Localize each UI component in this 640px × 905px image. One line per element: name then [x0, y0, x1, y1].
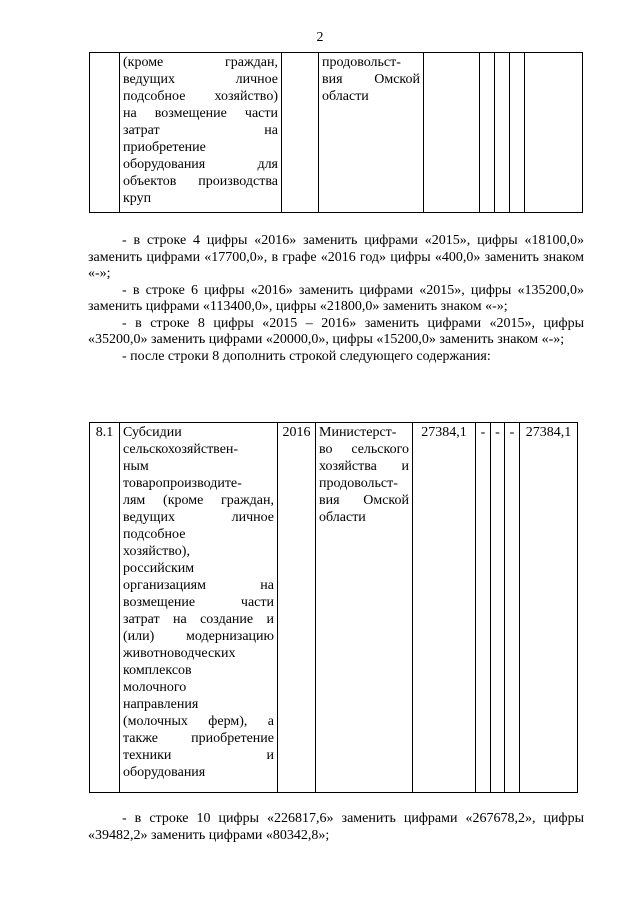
cell-line: области [319, 510, 366, 525]
amendment-paragraph: - в строке 4 цифры «2016» заменить цифрами «2015», цифры «18100,0» заменить цифрами «17700,0», в графе «2016 год» цифры «400,0» заменить знаком «-»; [88, 233, 584, 281]
cell-line: лям (кроме граждан, [123, 493, 274, 508]
cell-line: молочного [123, 680, 187, 695]
cell-line: подсобное хозяйство) [123, 89, 278, 104]
row-number: 8.1 [90, 423, 120, 793]
table-row-8-1 [89, 422, 578, 793]
cell-line: вия Омской [319, 493, 409, 508]
cell-line: ным [123, 459, 149, 474]
cell-line: области [322, 89, 369, 104]
cell-line: также приобретение [123, 731, 274, 746]
amendment-paragraph: - в строке 10 цифры «226817,6» заменить цифрами «267678,2», цифры «39482,2» заменить цифрами «80342,8»; [88, 811, 584, 843]
cell-line: (или) модернизацию [123, 629, 274, 644]
top-cell-d3 [510, 53, 525, 213]
cell-line: оборудования для [123, 157, 278, 172]
top-cell-d2 [495, 53, 510, 213]
cell-line: продовольст- [319, 476, 398, 491]
table-top-fragment [89, 52, 583, 213]
cell-line: техники и [123, 748, 274, 763]
cell-line: организациям на [123, 578, 274, 593]
row-dash-1: - [476, 423, 491, 793]
cell-line: Субсидии [123, 425, 182, 440]
cell-line: объектов производства [123, 174, 278, 189]
top-cell-description [120, 53, 282, 213]
amendment-paragraph: - в строке 8 цифры «2015 – 2016» заменить цифрами «2015», цифры «35200,0» заменить цифрами «20000,0», цифры «15200,0» заменить знаком «-»; [88, 315, 584, 347]
cell-line: хозяйства и [319, 459, 409, 474]
cell-line: направления [123, 697, 199, 712]
cell-line: продовольст- [322, 55, 401, 70]
cell-line: вия Омской [322, 72, 420, 87]
cell-line: комплексов [123, 663, 192, 678]
top-cell-d1 [480, 53, 495, 213]
row-year: 2016 [278, 423, 316, 793]
row-executor [316, 423, 413, 793]
page-number: 2 [316, 30, 324, 45]
amendment-paragraph: - после строки 8 дополнить строкой следующего содержания: [122, 348, 491, 364]
cell-line: российским [123, 561, 195, 576]
top-cell-year [282, 53, 319, 213]
cell-line: оборудования [123, 765, 206, 780]
cell-line: круп [123, 191, 152, 206]
cell-line: сельскохозяйствен- [123, 442, 239, 457]
cell-line: животноводческих [123, 646, 236, 661]
cell-line: во сельского [319, 442, 409, 457]
cell-line: Министерст- [319, 425, 397, 440]
cell-line: ведущих личное [123, 510, 274, 525]
top-cell-total [525, 53, 583, 213]
row-description [120, 423, 278, 793]
top-cell-executor [319, 53, 424, 213]
cell-line: подсобное [123, 527, 186, 542]
cell-line: (кроме граждан, [123, 55, 278, 70]
cell-line: хозяйство), [123, 544, 190, 559]
top-cell-amount [424, 53, 480, 213]
row-dash-2: - [491, 423, 505, 793]
top-cell-num [90, 53, 120, 213]
row-amount: 27384,1 [413, 423, 476, 793]
cell-line: ведущих личное [123, 72, 278, 87]
cell-line: затрат на [123, 123, 278, 138]
amendment-paragraph: - в строке 6 цифры «2016» заменить цифрами «2015», цифры «135200,0» заменить цифрами «113400,0», цифры «21800,0» заменить знаком «-»; [88, 282, 584, 314]
cell-line: приобретение [123, 140, 206, 155]
amendments-block-2 [88, 811, 584, 844]
cell-line: товаропроизводите- [123, 476, 242, 491]
cell-line: (молочных ферм), а [123, 714, 274, 729]
cell-line: на возмещение части [123, 106, 278, 121]
cell-line: возмещение части [123, 595, 274, 610]
row-dash-3: - [505, 423, 520, 793]
amendments-block-1 [88, 233, 584, 365]
row-total: 27384,1 [520, 423, 578, 793]
cell-line: затрат на создание и [123, 612, 274, 627]
